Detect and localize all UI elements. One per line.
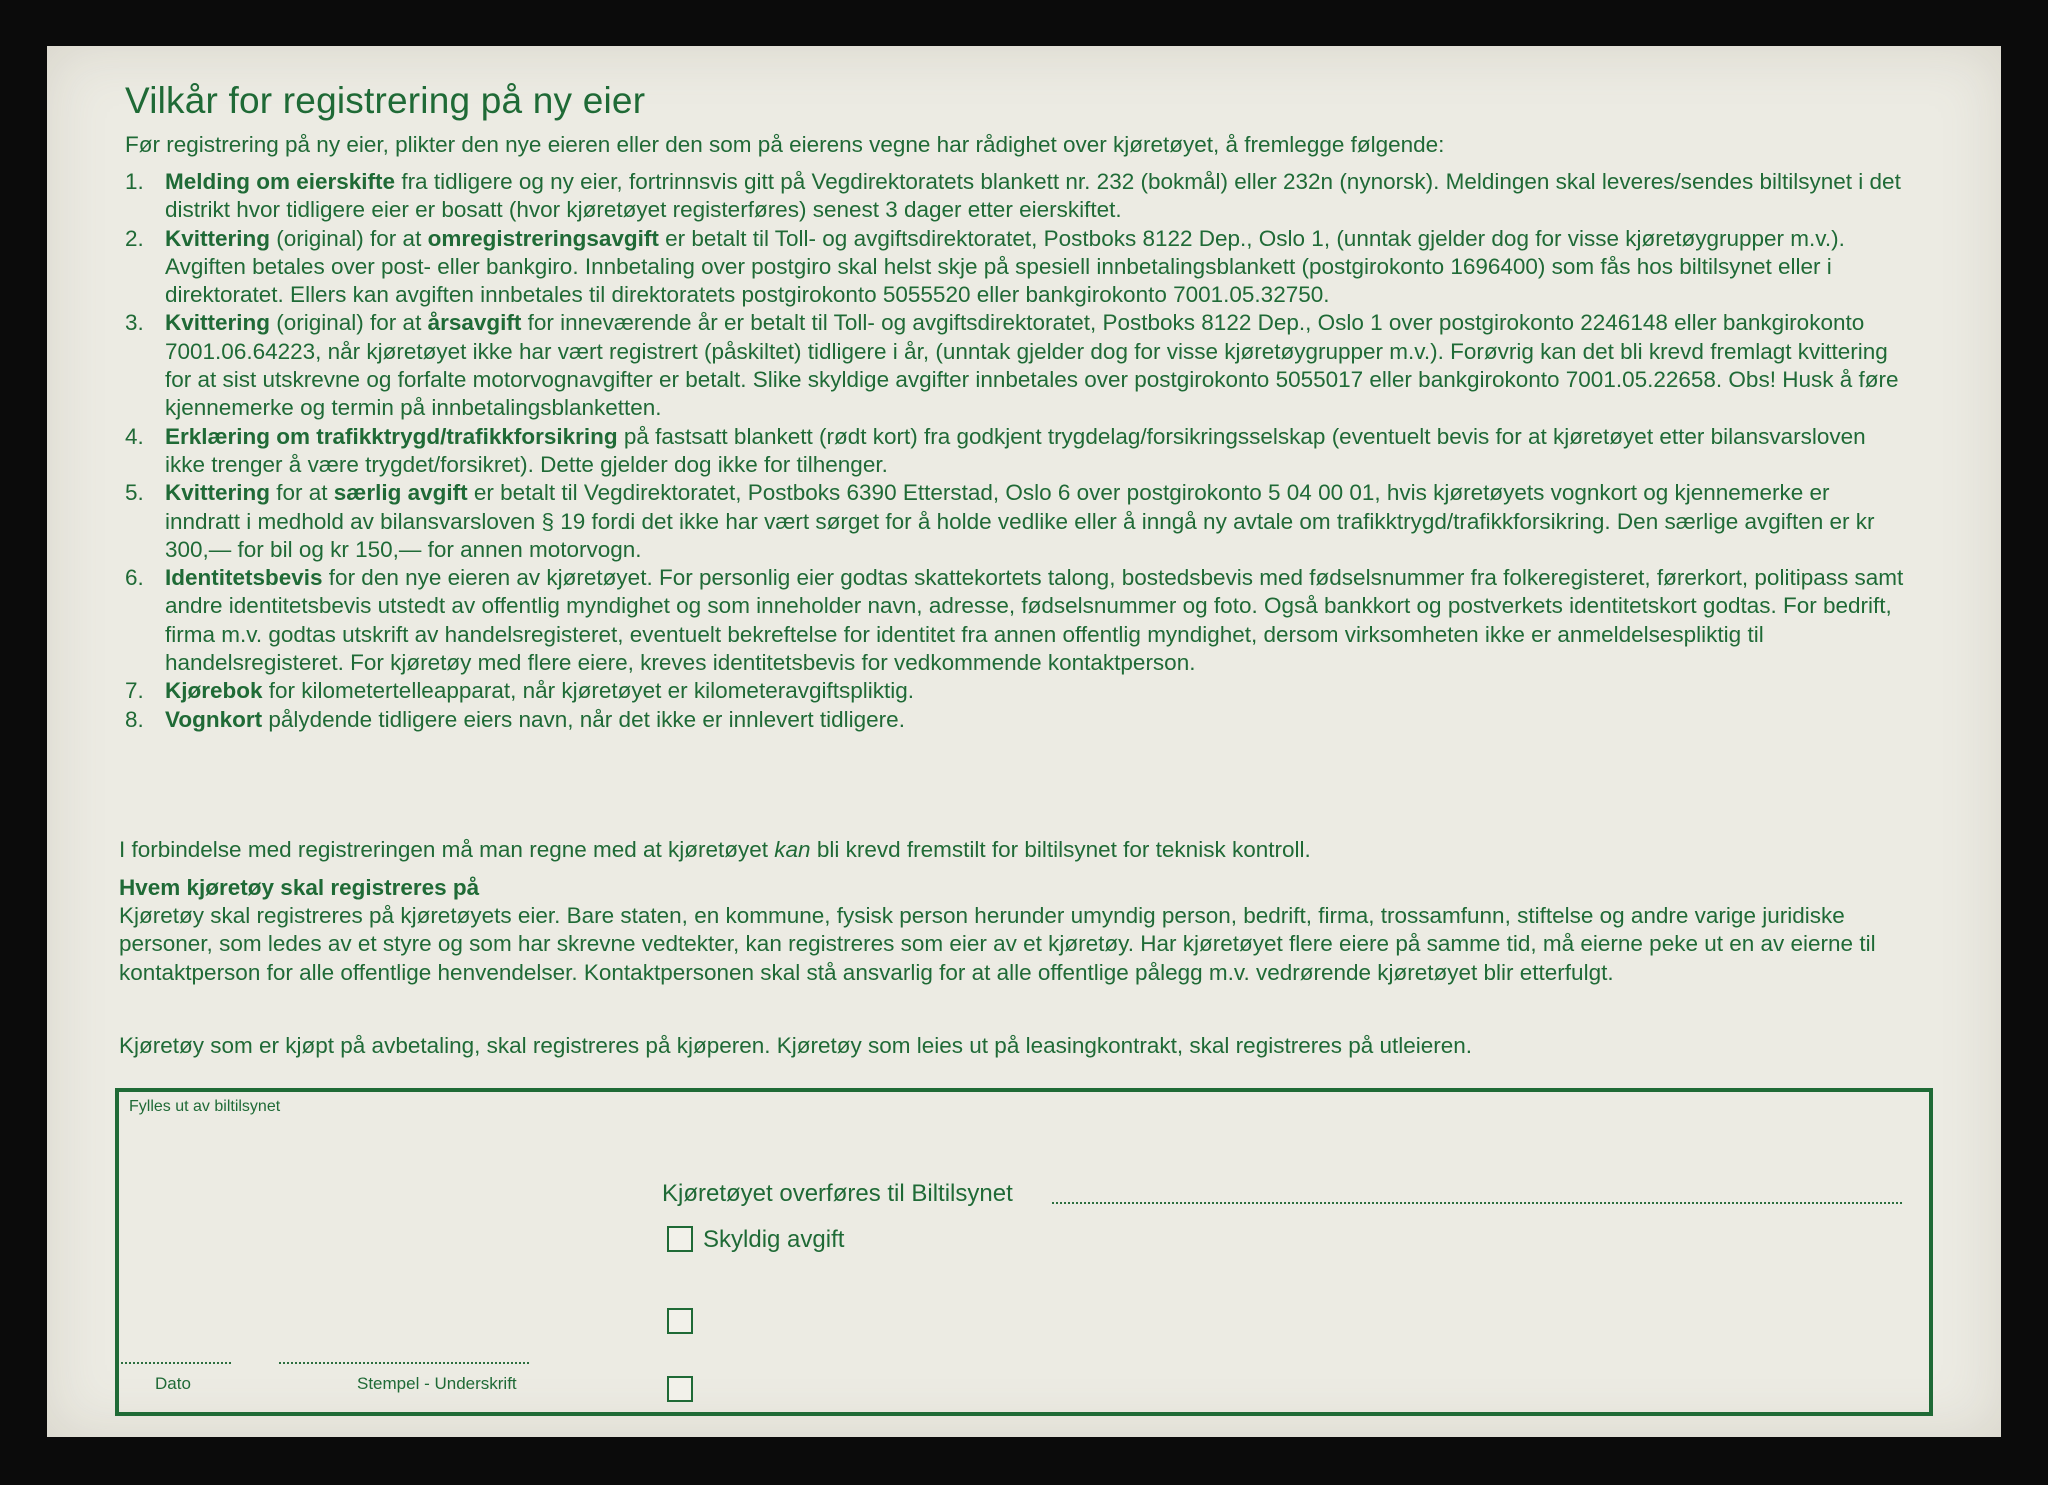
checkbox[interactable] bbox=[667, 1226, 693, 1252]
item-number: 8. bbox=[125, 706, 144, 732]
item-number: 4. bbox=[125, 423, 144, 449]
checkbox[interactable] bbox=[667, 1308, 693, 1334]
transfer-field[interactable] bbox=[662, 1180, 1902, 1210]
item-number: 2. bbox=[125, 225, 144, 251]
office-use-label: Fylles ut av biltilsynet bbox=[129, 1098, 281, 1115]
intro-text: Før registrering på ny eier, plikter den nye eieren eller den som på eierens vegne har rådighet over kjøretøyet, å fremlegge følgende: bbox=[125, 132, 1445, 157]
condition-item bbox=[125, 423, 1905, 480]
item-lead: Kjørebok bbox=[165, 678, 263, 704]
item-text: for kilometertelleapparat, når kjøretøyet er kilometeravgiftspliktig. bbox=[262, 678, 915, 704]
item-text: er betalt til Vegdirektoratet, Postboks 6390 Etterstad, Oslo 6 over postgirokonto 5 04 00 01, hvis kjøretøyets vognkort og kjennemerke er inndratt i medhold av bilansvarsloven § 19 fordi det ikke har vært sørget for å holde vedlike eller å inngå ny avtale om trafikktrygd/trafikkforsikring. Den særlige avgiften er kr 300,— for bil og kr 150,— for annen motorvogn. bbox=[165, 480, 1875, 562]
stamp-signature-line[interactable] bbox=[279, 1362, 529, 1364]
stamp-signature-label: Stempel - Underskrift bbox=[357, 1374, 517, 1393]
condition-item bbox=[125, 677, 1905, 705]
condition-item bbox=[125, 479, 1905, 564]
item-emphasis: omregistreringsavgift bbox=[427, 225, 659, 251]
item-number: 6. bbox=[125, 565, 144, 591]
note-text: bli krevd fremstilt for biltilsynet for teknisk kontroll. bbox=[810, 837, 1311, 862]
condition-item bbox=[125, 309, 1905, 422]
section-body-installment: Kjøretøy som er kjøpt på avbetaling, skal registreres på kjøperen. Kjøretøy som leies ut på leasingkontrakt, skal registreres på utleieren. bbox=[119, 1033, 1473, 1058]
section-body: Kjøretøy skal registreres på kjøretøyets eier. Bare staten, en kommune, fysisk person herunder umyndig person, bedrift, firma, trossamfunn, stiftelse og andre varige juridiske personer, som ledes av et styre og som har skrevne vedtekter, kan registreres som eier av et kjøretøy. Har kjøretøyet flere eiere på samme tid, må eierne peke ut en av eierne til kontaktperson for alle offentlige henvendelser. Kontaktpersonen skal stå ansvarlig for at alle offentlige pålegg m.v. vedrørende kjøretøyet blir etterfulgt. bbox=[119, 903, 1876, 985]
checkbox-label: Skyldig avgift bbox=[703, 1226, 845, 1253]
page-title: Vilkår for registrering på ny eier bbox=[125, 80, 646, 121]
item-emphasis: årsavgift bbox=[427, 310, 522, 336]
date-line[interactable] bbox=[121, 1362, 231, 1364]
item-number: 7. bbox=[125, 678, 144, 704]
item-number: 5. bbox=[125, 480, 144, 506]
item-lead: Kvittering bbox=[165, 225, 271, 251]
condition-item bbox=[125, 168, 1905, 225]
condition-item bbox=[125, 706, 1905, 734]
conditions-list bbox=[125, 168, 1905, 734]
item-text: (original) for at bbox=[270, 310, 428, 336]
condition-item bbox=[125, 564, 1905, 677]
item-number: 1. bbox=[125, 169, 144, 194]
checkbox[interactable] bbox=[667, 1376, 693, 1402]
item-lead: Vognkort bbox=[165, 706, 263, 732]
item-number: 3. bbox=[125, 310, 144, 336]
condition-item bbox=[125, 225, 1905, 310]
item-text: for den nye eieren av kjøretøyet. For personlig eier godtas skattekortets talong, bostedsbevis med fødselsnummer fra folkeregisteret, førerkort, politipass samt andre identitetsbevis utstedt av offentlig myndighet og som inneholder navn, adresse, fødselsnummer og foto. Også bankkort og postverkets identitetskort godtas. For bedrift, firma m.v. godtas utskrift av handelsregisteret, eventuelt bekreftelse for identitet fra annen offentlig myndighet, dersom virksomheten ikke er anmeldelsespliktig til handelsregisteret. For kjøretøy med flere eiere, kreves identitetsbevis for vedkommende kontaktperson. bbox=[165, 565, 1904, 676]
item-text: for inneværende år er betalt til Toll- og avgiftsdirektoratet, Postboks 8122 Dep., Oslo 1 over postgirokonto 2246148 eller bankgirokonto 7001.06.64223, når kjøretøyet ikke har vært registrert (påskiltet) tidligere i år, (unntak gjelder dog for visse kjøretøygrupper m.v.). Forøvrig kan det bli krevd fremlagt kvittering for at sist utskrevne og forfalte motorvognavgifter er betalt. Slike skyldige avgifter innbetales over postgirokonto 5055017 eller bankgirokonto 7001.05.22658. Obs! Husk å føre kjennemerke og termin på innbetalingsblanketten. bbox=[165, 310, 1899, 421]
form-page bbox=[47, 46, 2001, 1437]
date-label: Dato bbox=[155, 1374, 191, 1393]
item-text: (original) for at bbox=[270, 225, 428, 251]
item-text: for at bbox=[270, 480, 334, 506]
item-lead: Kvittering bbox=[165, 480, 271, 506]
office-use-box bbox=[115, 1088, 1933, 1416]
item-text: på fastsatt blankett (rødt kort) fra godkjent trygdelag/forsikringsselskap (eventuelt bevis for at kjøretøyet etter bilansvarsloven ikke trenger å være trygdet/forsikret). Dette gjelder dog ikke for tilhenger. bbox=[165, 423, 1866, 477]
item-text: pålydende tidligere eiers navn, når det ikke er innlevert tidligere. bbox=[262, 706, 905, 732]
item-text: er betalt til Toll- og avgiftsdirektoratet, Postboks 8122 Dep., Oslo 1, (unntak gjelder dog for visse kjøretøygrupper m.v.). Avgiften betales over post- eller bankgiro. Innbetaling over postgiro skal helst skje på spesiell innbetalingsblankett (postgirokonto 1696400) som fås hos biltilsynet eller i direktoratet. Ellers kan avgiften innbetales til direktoratets postgirokonto 5055520 eller bankgirokonto 7001.05.32750. bbox=[165, 225, 1845, 308]
item-emphasis: særlig avgift bbox=[333, 480, 468, 506]
section-heading: Hvem kjøretøy skal registreres på bbox=[119, 875, 480, 900]
inspection-note bbox=[119, 836, 1909, 864]
note-text: I forbindelse med registreringen må man regne med at kjøretøyet bbox=[119, 837, 775, 862]
item-lead: Kvittering bbox=[165, 310, 271, 336]
item-text: fra tidligere og ny eier, fortrinnsvis gitt på Vegdirektoratets blankett nr. 232 (bokmål) eller 232n (nynorsk). Meldingen skal leveres/sendes biltilsynet i det distrikt hvor tidligere eier er bosatt (hvor kjøretøyet registerføres) senest 3 dager etter eierskiftet. bbox=[165, 169, 1901, 223]
item-lead: Melding om eierskifte bbox=[165, 169, 396, 194]
transfer-dotted-line bbox=[1052, 1202, 1902, 1204]
item-lead: Erklæring om trafikktrygd/trafikkforsikring bbox=[165, 423, 618, 449]
transfer-label: Kjøretøyet overføres til Biltilsynet bbox=[662, 1180, 1013, 1207]
item-lead: Identitetsbevis bbox=[165, 565, 323, 591]
note-emphasis: kan bbox=[774, 837, 811, 862]
